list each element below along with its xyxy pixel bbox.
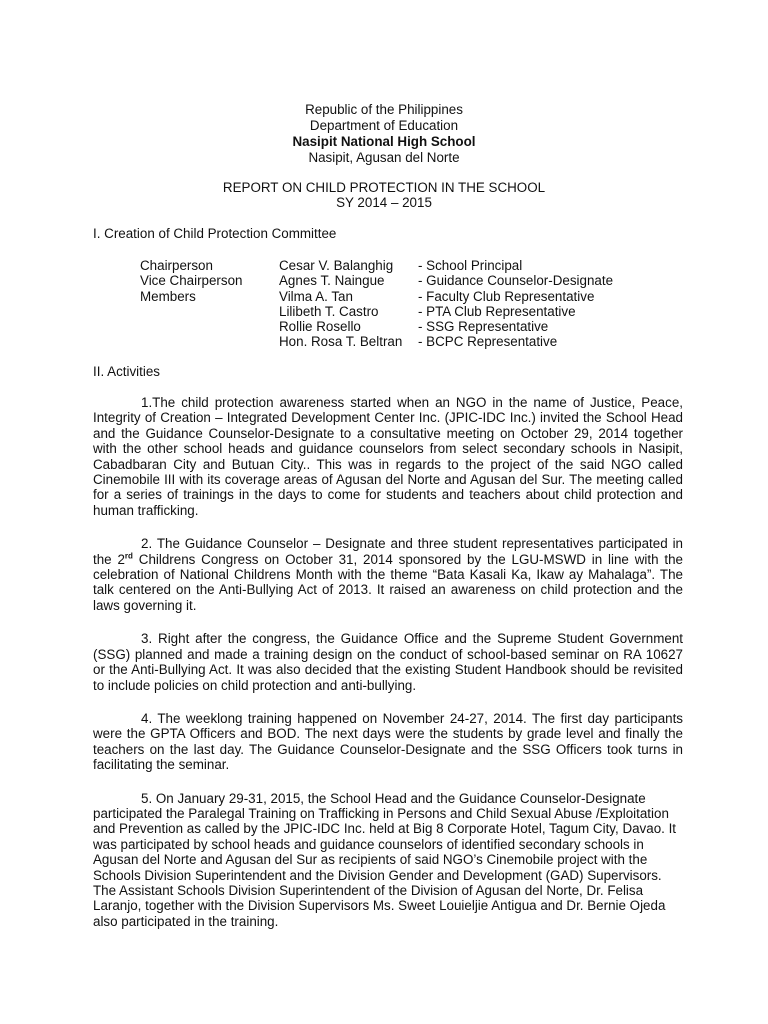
- activity-paragraph-1: [93, 395, 683, 518]
- committee-role: Chairperson: [140, 258, 213, 273]
- committee-member-name: Lilibeth T. Castro: [279, 303, 379, 319]
- school-year: SY 2014 – 2015: [336, 195, 432, 210]
- paragraph-text: 3. Right after the congress, the Guidance Office and the Supreme Student Government (SSG) planned and made a training design on the conduct of school-based seminar on RA 10627 or the Anti-Bullying Act. It was also decided that the existing Student Handbook should be revisited to include policies on child protection and anti-bullying.: [93, 631, 683, 693]
- committee-member-name: Vilma A. Tan: [279, 288, 353, 304]
- activity-paragraph-3: [93, 631, 683, 693]
- committee-position: - SSG Representative: [418, 319, 549, 335]
- activity-paragraph-4: [93, 711, 683, 773]
- section-heading-committee: I. Creation of Child Protection Committee: [93, 226, 337, 241]
- committee-list: [140, 258, 613, 350]
- committee-role: Members: [140, 288, 196, 304]
- activities-body: [93, 395, 683, 947]
- committee-member-name: Rollie Rosello: [279, 319, 361, 335]
- committee-position: - Faculty Club Representative: [418, 288, 595, 304]
- report-title: [0, 180, 768, 210]
- paragraph-text: 1.The child protection awareness started when an NGO in the name of Justice, Peace, Integrity of Creation – Integrated Development Center Inc. (JPIC-IDC Inc.) invited the School Head and the Guidance Counselor-Designate to a consultative meeting on October 29, 2014 together with the other school heads and guidance counselors from select secondary schools in Nasipit, Cabadbaran City and Butuan City.. This was in regards to the project of the said NGO called Cinemobile III with its coverage areas of Agusan del Norte and Agusan del Sur. The meeting called for a series of trainings in the days to come for students and teachers about child protection and human trafficking.: [93, 395, 683, 518]
- department-line: Department of Education: [309, 118, 459, 133]
- committee-member-name: Agnes T. Naingue: [279, 273, 385, 289]
- committee-row: [140, 273, 613, 288]
- committee-row: [140, 304, 613, 319]
- school-name: Nasipit National High School: [292, 134, 476, 149]
- letterhead: [0, 102, 768, 166]
- committee-row: [140, 334, 613, 349]
- paragraph-text: Childrens Congress on October 31, 2014 sponsored by the LGU-MSWD in line with the celebration of National Childrens Month with the theme “Bata Kasali Ka, Ikaw ay Mahalaga”. The talk centered on the Anti-Bullying Act of 2013. It raised an awareness on child protection and the laws governing it.: [93, 551, 683, 613]
- committee-row: [140, 319, 613, 334]
- committee-member-name: Hon. Rosa T. Beltran: [279, 334, 403, 350]
- committee-role: [140, 304, 279, 319]
- committee-position: - BCPC Representative: [418, 334, 558, 350]
- school-location: Nasipit, Agusan del Norte: [308, 150, 460, 165]
- committee-position: - School Principal: [418, 258, 523, 273]
- paragraph-text: 4. The weeklong training happened on November 24-27, 2014. The first day participants were the GPTA Officers and BOD. The next days were the students by grade level and finally the teachers on the last day. The Guidance Counselor-Designate and the SSG Officers took turns in facilitating the seminar.: [93, 710, 683, 773]
- paragraph-text: 5. On January 29-31, 2015, the School Head and the Guidance Counselor-Designate participated the Paralegal Training on Trafficking in Persons and Child Sexual Abuse /Exploitation and Prevention as called by the JPIC-IDC Inc. held at Big 8 Corporate Hotel, Tagum City, Davao. It was participated by school heads and guidance counselors of identified secondary schools in Agusan del Norte and Agusan del Sur as recipients of said NGO’s Cinemobile project with the Schools Division Superintendent and the Division Gender and Development (GAD) Supervisors. The Assistant Schools Division Superintendent of the Division of Agusan del Norte, Dr. Felisa Laranjo, together with the Division Supervisors Ms. Sweet Louieljie Antigua and Dr. Bernie Ojeda also participated in the training.: [93, 790, 677, 929]
- activity-paragraph-5: [93, 791, 683, 930]
- committee-position: - PTA Club Representative: [418, 303, 576, 319]
- committee-row: [140, 289, 613, 304]
- committee-row: [140, 258, 613, 273]
- committee-role: Vice Chairperson: [140, 273, 243, 289]
- republic-line: Republic of the Philippines: [305, 102, 463, 117]
- committee-role: [140, 334, 279, 349]
- activity-paragraph-2: [93, 536, 683, 613]
- paragraph-text: 2. The Guidance Counselor – Designate and three student representatives participated in the 2: [93, 536, 683, 567]
- committee-member-name: Cesar V. Balanghig: [279, 258, 394, 273]
- committee-role: [140, 319, 279, 334]
- ordinal-superscript: rd: [124, 551, 133, 561]
- report-title-line: REPORT ON CHILD PROTECTION IN THE SCHOOL: [222, 180, 546, 195]
- section-heading-activities: II. Activities: [93, 364, 160, 379]
- committee-position: - Guidance Counselor-Designate: [418, 273, 614, 289]
